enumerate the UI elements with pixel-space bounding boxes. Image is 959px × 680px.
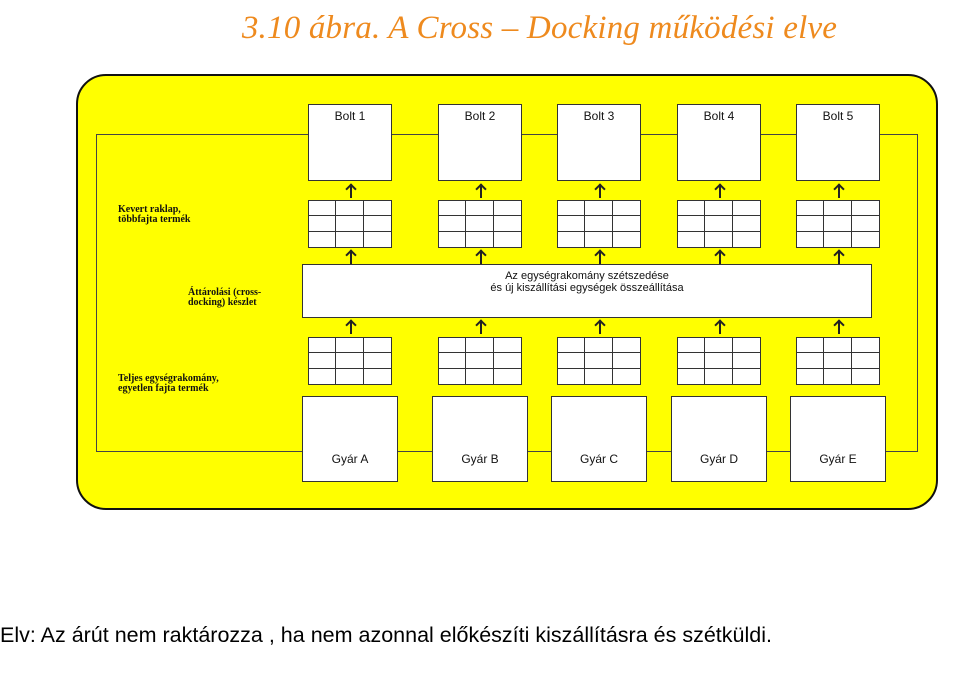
- shop-box: Bolt 4: [677, 104, 761, 181]
- arrow-up-icon: [714, 184, 726, 198]
- page-title: 3.10 ábra. A Cross – Docking működési elve: [241, 10, 838, 46]
- arrow-up-icon: [345, 250, 357, 264]
- center-label-line1: Az egységrakomány szétszedése: [505, 270, 669, 282]
- center-label-line2: és új kiszállítási egységek összeállítása: [490, 282, 684, 294]
- factory-box: Gyár C: [551, 396, 647, 482]
- label-mixed-pallet: Kevert raklap, többfajta termék: [118, 204, 191, 225]
- full-pallet-grid: [677, 337, 761, 385]
- arrow-up-icon: [345, 184, 357, 198]
- arrow-up-icon: [594, 250, 606, 264]
- mixed-pallet-grid: [677, 200, 761, 248]
- full-pallet-grid: [308, 337, 392, 385]
- arrow-up-icon: [714, 320, 726, 334]
- full-pallet-grid: [438, 337, 522, 385]
- arrow-up-icon: [833, 184, 845, 198]
- label-crossdock-stock: Áttárolási (cross- docking) készlet: [188, 287, 262, 308]
- arrow-up-icon: [475, 250, 487, 264]
- arrow-up-icon: [475, 184, 487, 198]
- factory-box: Gyár D: [671, 396, 767, 482]
- factory-box: Gyár E: [790, 396, 886, 482]
- arrow-up-icon: [833, 320, 845, 334]
- caption-text: Elv: Az árút nem raktározza , ha nem azonnal előkészíti kiszállításra és szétküldi.: [0, 623, 772, 647]
- arrow-up-icon: [594, 184, 606, 198]
- full-pallet-grid: [557, 337, 641, 385]
- shop-box: Bolt 1: [308, 104, 392, 181]
- label-full-unit-load: Teljes egységrakomány, egyetlen fajta termék: [118, 373, 219, 394]
- arrow-up-icon: [475, 320, 487, 334]
- mixed-pallet-grid: [438, 200, 522, 248]
- shop-box: Bolt 2: [438, 104, 522, 181]
- full-pallet-grid: [796, 337, 880, 385]
- factory-box: Gyár B: [432, 396, 528, 482]
- arrow-up-icon: [594, 320, 606, 334]
- crossdock-center-box: [302, 264, 872, 318]
- arrow-up-icon: [833, 250, 845, 264]
- arrow-up-icon: [714, 250, 726, 264]
- mixed-pallet-grid: [557, 200, 641, 248]
- factory-box: Gyár A: [302, 396, 398, 482]
- mixed-pallet-grid: [308, 200, 392, 248]
- arrow-up-icon: [345, 320, 357, 334]
- mixed-pallet-grid: [796, 200, 880, 248]
- shop-box: Bolt 5: [796, 104, 880, 181]
- shop-box: Bolt 3: [557, 104, 641, 181]
